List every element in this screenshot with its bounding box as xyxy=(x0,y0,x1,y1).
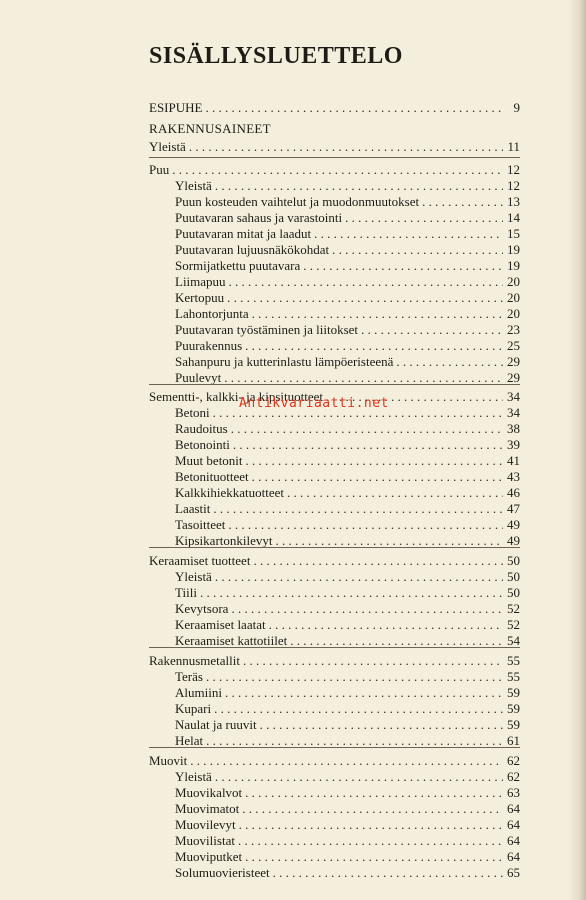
toc-entry-page: 43 xyxy=(507,469,520,484)
toc-subentry[interactable] xyxy=(175,685,520,701)
toc-entry-label: Yleistä xyxy=(175,769,212,784)
leader-dots xyxy=(172,162,503,177)
toc-entry-page: 34 xyxy=(507,389,520,404)
toc-entry-page: 13 xyxy=(507,194,520,209)
leader-dots xyxy=(227,290,503,305)
toc-entry-page: 55 xyxy=(507,653,520,668)
toc-entry-label: Muoviputket xyxy=(175,849,243,864)
toc-entry-label: Yleistä xyxy=(175,178,212,193)
leader-dots xyxy=(205,100,503,115)
leader-dots xyxy=(215,769,503,784)
toc-subentry[interactable] xyxy=(175,242,520,258)
leader-dots xyxy=(225,685,503,700)
toc-entry-label: Puutavaran sahaus ja varastointi xyxy=(175,210,343,225)
toc-subentry[interactable] xyxy=(175,517,520,533)
toc-entry-page: 29 xyxy=(507,370,520,385)
toc-entry-page: 46 xyxy=(507,485,520,500)
toc-entry-label: Keraamiset laatat xyxy=(175,617,266,632)
toc-subentry[interactable] xyxy=(175,865,520,881)
leader-dots xyxy=(396,354,503,369)
toc-entry-label: Helat xyxy=(175,733,204,748)
toc-entry-page: 50 xyxy=(507,553,520,568)
leader-dots xyxy=(303,258,503,273)
leader-dots xyxy=(287,485,503,500)
toc-entry-label: ESIPUHE xyxy=(149,100,203,115)
toc-subentry[interactable] xyxy=(175,849,520,865)
leader-dots xyxy=(213,501,503,516)
leader-dots xyxy=(190,753,503,768)
leader-dots xyxy=(206,669,503,684)
toc-entry-page: 54 xyxy=(507,633,520,648)
leader-dots xyxy=(229,274,503,289)
toc-entry-page: 55 xyxy=(507,669,520,684)
toc-entry-page: 25 xyxy=(507,338,520,353)
toc-entry-label: Tasoitteet xyxy=(175,517,226,532)
leader-dots xyxy=(233,437,503,452)
toc-subentry[interactable] xyxy=(175,669,520,685)
toc-entry-label: Puutavaran työstäminen ja liitokset xyxy=(175,322,359,337)
leader-dots xyxy=(215,569,503,584)
toc-entry-label: Kipsikartonkilevyt xyxy=(175,533,273,548)
toc-entry-page: 64 xyxy=(507,849,520,864)
toc-entry-page: 49 xyxy=(507,517,520,532)
toc-subentry[interactable] xyxy=(175,306,520,322)
toc-entry-page: 64 xyxy=(507,833,520,848)
leader-dots xyxy=(245,849,503,864)
toc-entry-label: Puu xyxy=(149,162,170,177)
toc-subentry[interactable] xyxy=(175,178,520,194)
toc-entry-label: Laastit xyxy=(175,501,211,516)
toc-entry-metallit[interactable] xyxy=(149,653,520,669)
leader-dots xyxy=(228,517,503,532)
leader-dots xyxy=(290,633,503,648)
toc-entry-page: 62 xyxy=(507,753,520,768)
toc-entry-label: Naulat ja ruuvit xyxy=(175,717,257,732)
leader-dots xyxy=(252,306,503,321)
toc-entry-label: Kevytsora xyxy=(175,601,229,616)
toc-entry-label: Muovimatot xyxy=(175,801,240,816)
leader-dots xyxy=(231,601,503,616)
toc-entry-label: Muut betonit xyxy=(175,453,243,468)
toc-entry-page: 65 xyxy=(507,865,520,880)
toc-entry-page: 34 xyxy=(507,405,520,420)
toc-subentry[interactable] xyxy=(175,601,520,617)
toc-entry-label: Liimapuu xyxy=(175,274,226,289)
leader-dots xyxy=(269,617,503,632)
toc-subentry[interactable] xyxy=(175,585,520,601)
toc-entry-label: Kertopuu xyxy=(175,290,225,305)
toc-entry-page: 12 xyxy=(507,178,520,193)
toc-entry-label: Yleistä xyxy=(175,569,212,584)
toc-entry-label: Teräs xyxy=(175,669,203,684)
toc-entry-label: Yleistä xyxy=(149,139,186,154)
toc-entry-label: Sementti-, kalkki- ja kipsituotteet xyxy=(149,389,324,404)
toc-entry-page: 11 xyxy=(507,139,520,154)
toc-entry-label: Tiili xyxy=(175,585,197,600)
toc-entry-label: Muovikalvot xyxy=(175,785,243,800)
leader-dots xyxy=(361,322,503,337)
toc-subentry[interactable] xyxy=(175,354,520,370)
toc-entry-page: 49 xyxy=(507,533,520,548)
toc-entry-esipuhe[interactable] xyxy=(149,100,520,116)
toc-entry-page: 15 xyxy=(507,226,520,241)
toc-entry-page: 29 xyxy=(507,354,520,369)
toc-entry-page: 61 xyxy=(507,733,520,748)
toc-subentry[interactable] xyxy=(175,437,520,453)
toc-subentry[interactable] xyxy=(175,290,520,306)
toc-entry-label: Kalkkihiekkatuotteet xyxy=(175,485,285,500)
toc-entry-page: 64 xyxy=(507,801,520,816)
page-title: SISÄLLYSLUETTELO xyxy=(149,43,403,69)
leader-dots xyxy=(224,370,503,385)
leader-dots xyxy=(245,338,503,353)
section-divider xyxy=(149,157,520,158)
toc-subentry[interactable] xyxy=(175,801,520,817)
toc-subentry[interactable] xyxy=(175,769,520,785)
leader-dots xyxy=(276,533,504,548)
toc-entry-page: 50 xyxy=(507,569,520,584)
toc-subentry[interactable] xyxy=(175,717,520,733)
toc-entry-page: 38 xyxy=(507,421,520,436)
toc-entry-label: Sahanpuru ja kutterinlastu lämpöeristeenä xyxy=(175,354,394,369)
toc-entry-label: Betoni xyxy=(175,405,210,420)
toc-subentry[interactable] xyxy=(175,421,520,437)
leader-dots xyxy=(200,585,503,600)
toc-entry-label: Muovilevyt xyxy=(175,817,236,832)
leader-dots xyxy=(260,717,503,732)
toc-subentry[interactable] xyxy=(175,501,520,517)
toc-subentry[interactable] xyxy=(175,322,520,338)
leader-dots xyxy=(243,653,503,668)
toc-subentry[interactable] xyxy=(175,453,520,469)
toc-entry-label: Kupari xyxy=(175,701,212,716)
toc-entry-page: 59 xyxy=(507,717,520,732)
toc-entry-page: 39 xyxy=(507,437,520,452)
toc-entry-page: 23 xyxy=(507,322,520,337)
leader-dots xyxy=(246,453,503,468)
section-divider xyxy=(149,547,520,548)
toc-entry-page: 64 xyxy=(507,817,520,832)
section-divider xyxy=(149,647,520,648)
toc-entry-label: Puutavaran mitat ja laadut xyxy=(175,226,312,241)
leader-dots xyxy=(214,701,503,716)
toc-entry-label: Lahontorjunta xyxy=(175,306,249,321)
toc-entry-label: Puutavaran lujuusnäkökohdat xyxy=(175,242,330,257)
toc-entry-label: Puulevyt xyxy=(175,370,222,385)
leader-dots xyxy=(231,421,503,436)
toc-subentry[interactable] xyxy=(175,569,520,585)
toc-entry-page: 47 xyxy=(507,501,520,516)
toc-subentry[interactable] xyxy=(175,226,520,242)
toc-entry-page: 20 xyxy=(507,306,520,321)
leader-dots xyxy=(252,469,503,484)
leader-dots xyxy=(273,865,503,880)
section-heading-rakennusaineet: RAKENNUSAINEET xyxy=(149,121,271,136)
toc-entry-label: Betonituotteet xyxy=(175,469,249,484)
toc-entry-page: 52 xyxy=(507,617,520,632)
toc-subentry[interactable] xyxy=(175,194,520,210)
leader-dots xyxy=(253,553,503,568)
toc-entry-page: 41 xyxy=(507,453,520,468)
leader-dots xyxy=(314,226,503,241)
toc-entry-label: Puun kosteuden vaihtelut ja muodonmuutokset xyxy=(175,194,420,209)
toc-entry-page: 14 xyxy=(507,210,520,225)
leader-dots xyxy=(332,242,503,257)
section-divider xyxy=(149,747,520,748)
toc-entry-keraamiset[interactable] xyxy=(149,553,520,569)
toc-entry-page: 62 xyxy=(507,769,520,784)
toc-entry-page: 52 xyxy=(507,601,520,616)
toc-entry-page: 19 xyxy=(507,258,520,273)
leader-dots xyxy=(345,210,503,225)
toc-entry-page: 59 xyxy=(507,685,520,700)
toc-subentry[interactable] xyxy=(175,210,520,226)
toc-entry-muovit[interactable] xyxy=(149,753,520,769)
toc-entry-label: Alumiini xyxy=(175,685,222,700)
leader-dots xyxy=(245,785,503,800)
toc-entry-label: Rakennusmetallit xyxy=(149,653,240,668)
toc-entry-label: Sormijatkettu puutavara xyxy=(175,258,301,273)
toc-subentry[interactable] xyxy=(175,258,520,274)
toc-entry-page: 59 xyxy=(507,701,520,716)
leader-dots xyxy=(215,178,503,193)
toc-entry-puu[interactable] xyxy=(149,162,520,178)
leader-dots xyxy=(238,833,503,848)
toc-subentry[interactable] xyxy=(175,785,520,801)
toc-subentry[interactable] xyxy=(175,338,520,354)
leader-dots xyxy=(422,194,503,209)
toc-entry-label: Keraamiset tuotteet xyxy=(149,553,251,568)
toc-entry-label: Muovilistat xyxy=(175,833,235,848)
toc-entry-label: Raudoitus xyxy=(175,421,228,436)
toc-subentry[interactable] xyxy=(175,485,520,501)
section-divider xyxy=(149,384,520,385)
toc-entry-page: 63 xyxy=(507,785,520,800)
toc-entry-page: 20 xyxy=(507,290,520,305)
toc-subentry[interactable] xyxy=(175,617,520,633)
leader-dots xyxy=(242,801,503,816)
toc-entry-page: 20 xyxy=(507,274,520,289)
toc-subentry[interactable] xyxy=(175,469,520,485)
toc-entry-label: Puurakennus xyxy=(175,338,243,353)
toc-subentry[interactable] xyxy=(175,274,520,290)
toc-entry-page: 19 xyxy=(507,242,520,257)
toc-subentry[interactable] xyxy=(175,833,520,849)
toc-entry-page: 12 xyxy=(507,162,520,177)
watermark-text: Antikvariaatti.net xyxy=(239,396,389,411)
toc-entry-label: Keraamiset kattotiilet xyxy=(175,633,288,648)
leader-dots xyxy=(206,733,503,748)
toc-entry-label: Betonointi xyxy=(175,437,230,452)
toc-entry-yleista[interactable] xyxy=(149,139,520,155)
leader-dots xyxy=(189,139,503,154)
toc-subentry[interactable] xyxy=(175,701,520,717)
toc-entry-label: Solumuovieristeet xyxy=(175,865,270,880)
toc-entry-page: 50 xyxy=(507,585,520,600)
toc-subentry[interactable] xyxy=(175,817,520,833)
toc-entry-label: Muovit xyxy=(149,753,188,768)
toc-entry-page: 9 xyxy=(513,100,520,115)
leader-dots xyxy=(239,817,503,832)
